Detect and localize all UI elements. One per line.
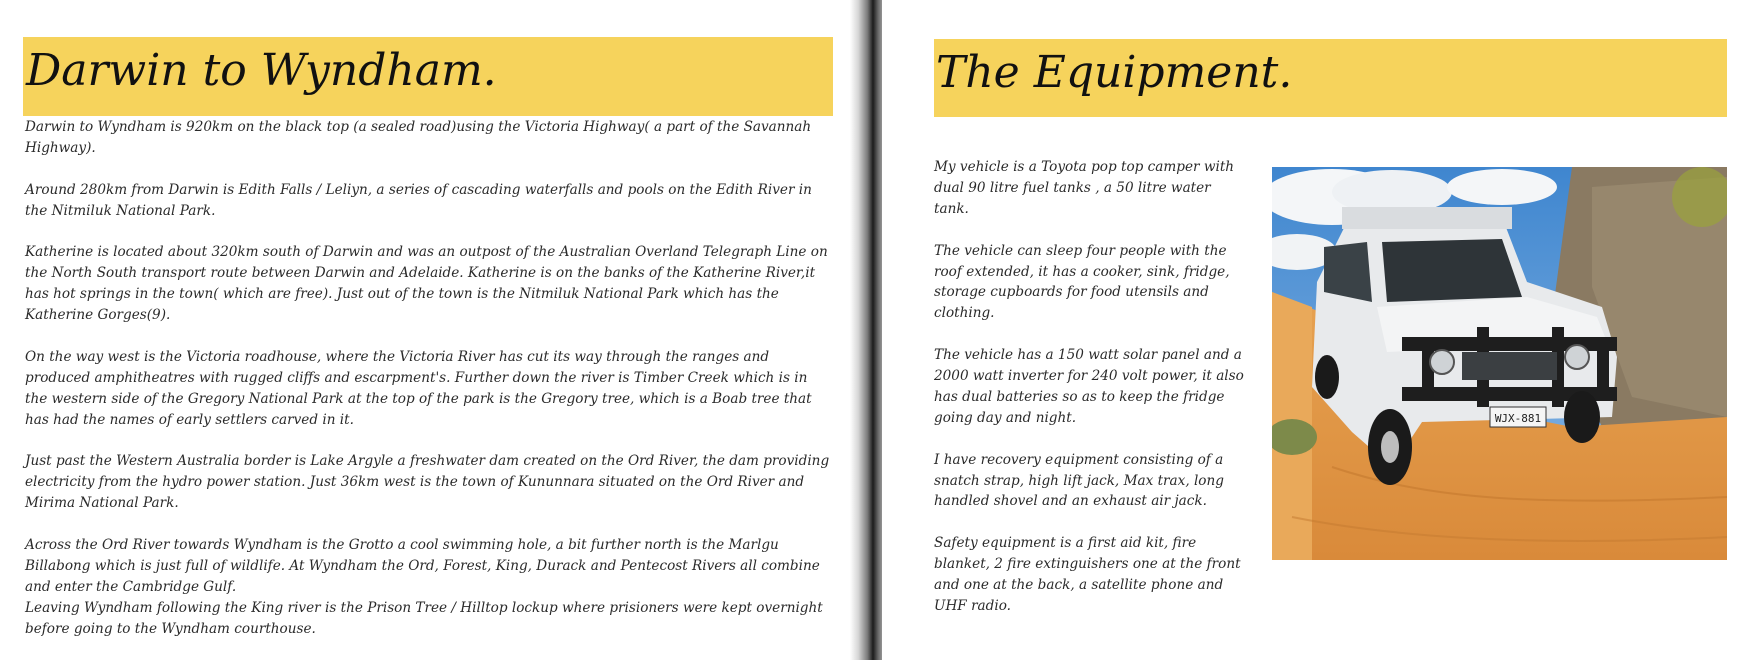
left-paragraph: On the way west is the Victoria roadhouse, where the Victoria River has cut its way through the ranges and produced amphitheatres with rugged cliffs and escarpment's. Further down the river is Timber Creek which is in the western side of the Gregory National Park at the top of the park is the Gregory tree, which is a Boab tree that has had the names of early settlers carved in it. xyxy=(25,348,812,428)
left-paragraph: Darwin to Wyndham is 920km on the black top (a sealed road)using the Victoria Highway( a part of the Savannah Highway). xyxy=(25,119,812,156)
right-paragraph: I have recovery equipment consisting of a snatch strap, high lift jack, Max trax, long handled shovel and an exhaust air jack. xyxy=(934,451,1224,510)
right-title-band xyxy=(934,39,1727,117)
right-page-title: The Equipment. xyxy=(936,47,1293,98)
right-paragraph: The vehicle can sleep four people with the roof extended, it has a cooker, sink, fridge, storage cupboards for food utensils and clothing. xyxy=(934,242,1230,322)
right-paragraph: My vehicle is a Toyota pop top camper with dual 90 litre fuel tanks , a 50 litre water tank. xyxy=(934,159,1235,217)
left-paragraph: Katherine is located about 320km south of Darwin and was an outpost of the Australian Overland Telegraph Line on the North South transport route between Darwin and Adelaide. Katherine is on the banks of the Katherine River,it has hot springs in the town( which are free). Just out of the town is the Nitmiluk National Park which has the Katherine Gorges(9). xyxy=(25,244,828,324)
left-page xyxy=(0,0,858,660)
left-paragraph: Across the Ord River towards Wyndham is the Grotto a cool swimming hole, a bit further north is the Marlgu Billabong which is just full of wildlife. At Wyndham the Ord, Forest, King, Durack and Pentecost Rivers all combine and enter the Cambridge Gulf. xyxy=(25,537,820,595)
right-paragraph: The vehicle has a 150 watt solar panel and a 2000 watt inverter for 240 volt power, it also has dual batteries so as to keep the fridge going day and night. xyxy=(934,347,1244,426)
right-paragraph: Safety equipment is a first aid kit, fire blanket, 2 fire extinguishers one at the front and one at the back, a satellite phone and UHF radio. xyxy=(934,535,1241,614)
left-title-band xyxy=(23,37,833,116)
vehicle-photo xyxy=(1272,167,1727,560)
right-body-text xyxy=(934,157,1246,638)
left-page-title: Darwin to Wyndham. xyxy=(26,45,497,96)
left-paragraph: Around 280km from Darwin is Edith Falls / Leliyn, a series of cascading waterfalls and pools on the Edith River in the Nitmiluk National Park. xyxy=(25,181,812,219)
number-plate-text: WJX-881 xyxy=(1494,412,1542,425)
left-paragraph: Leaving Wyndham following the King river is the Prison Tree / Hilltop lockup where prisioners were kept overnight before going to the Wyndham courthouse. xyxy=(25,599,823,637)
right-page xyxy=(882,0,1750,660)
left-body-text xyxy=(25,117,830,660)
left-paragraph: Just past the Western Australia border is Lake Argyle a freshwater dam created on the Ord River, the dam providing electricity from the hydro power station. Just 36km west is the town of Kununnara situated on the Ord River and Mirima National Park. xyxy=(25,453,830,512)
vehicle-illustration xyxy=(1272,167,1727,560)
